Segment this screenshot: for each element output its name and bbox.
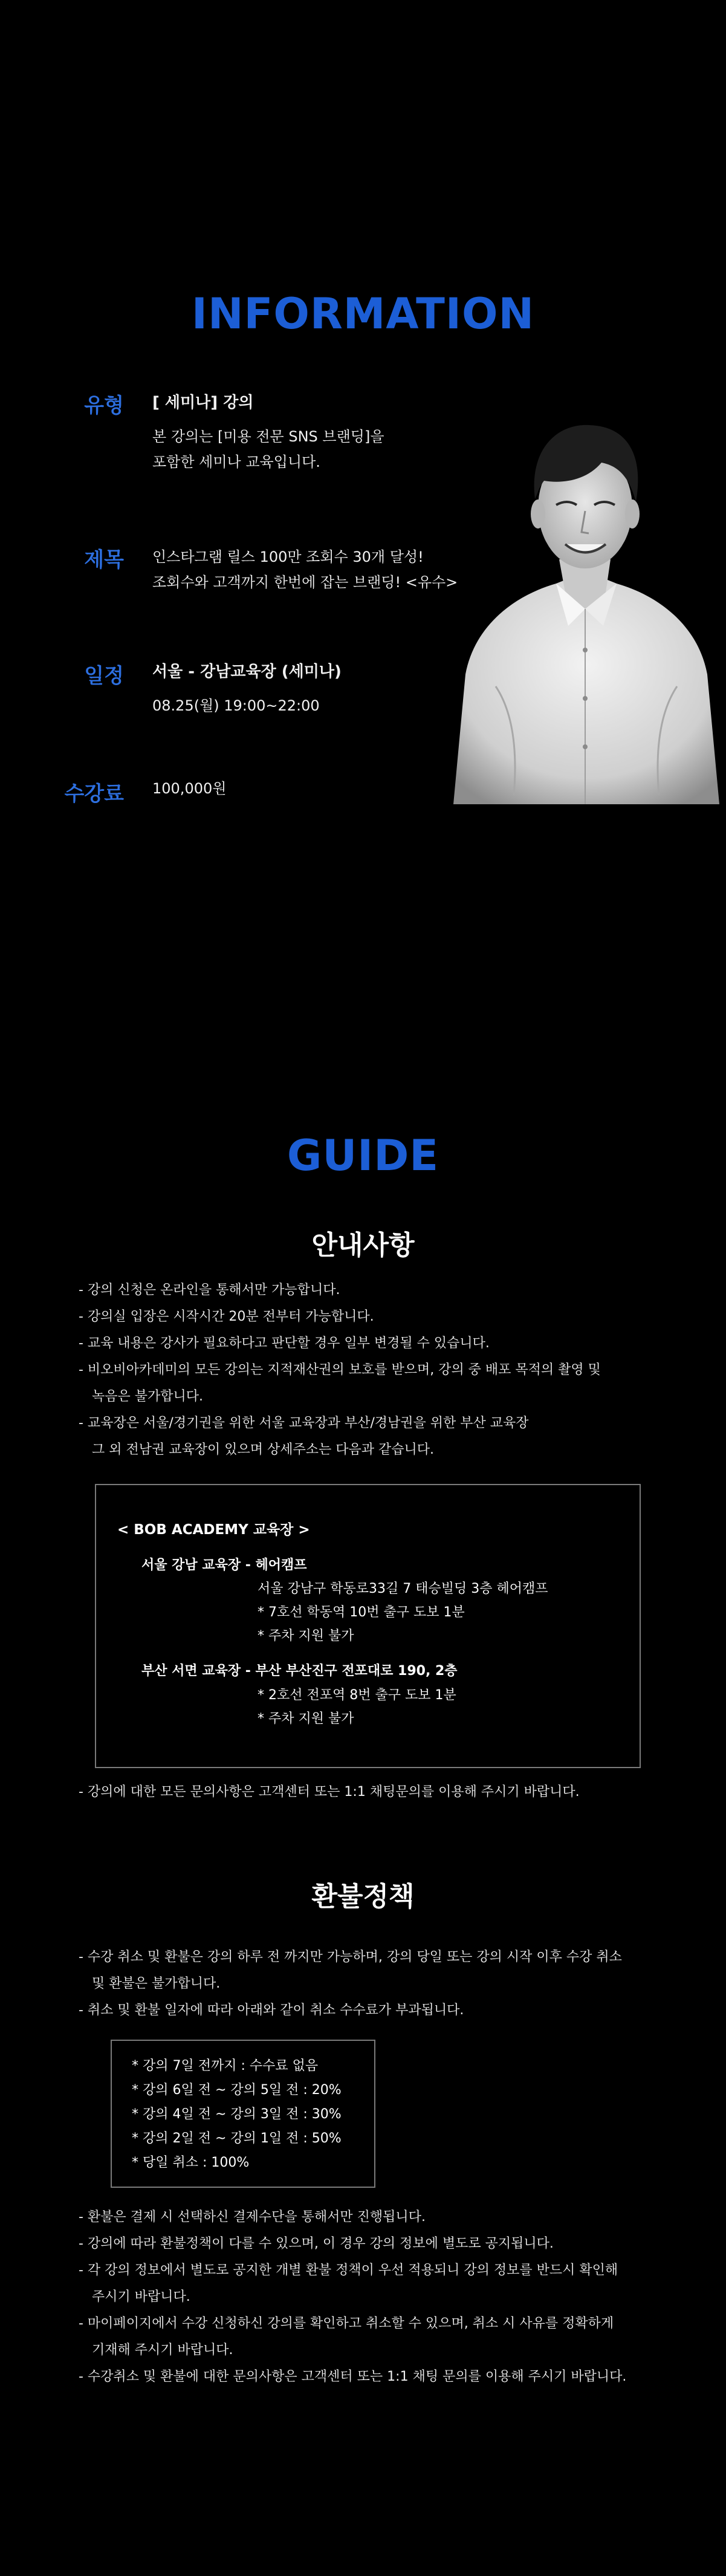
refund-fee-box <box>111 2040 375 2188</box>
schedule-label: 일정 <box>84 664 124 688</box>
type-info <box>152 390 384 475</box>
list-item: - 교육장은 서울/경기권을 위한 서울 교육장과 부산/경남권을 위한 부산 교육장 <box>79 1416 529 1431</box>
information-heading: INFORMATION <box>191 289 535 339</box>
title-line-2: 조회수와 고객까지 한번에 잡는 브랜딩! <유수> <box>152 574 458 591</box>
list-item: 녹음은 불가합니다. <box>92 1389 204 1404</box>
title-label: 제목 <box>84 548 124 572</box>
fee-value: 100,000원 <box>152 780 227 797</box>
list-item: * 당일 취소 : 100% <box>132 2155 250 2170</box>
academy-box-title: < BOB ACADEMY 교육장 > <box>117 1522 310 1538</box>
refund-fee-list <box>132 2054 342 2175</box>
list-item: * 주차 지원 불가 <box>258 1628 354 1644</box>
seoul-academy-name: 서울 강남 교육장 - 헤어캠프 <box>141 1558 307 1573</box>
refund-top-list <box>79 1944 659 2024</box>
list-item: - 마이페이지에서 수강 신청하신 강의를 확인하고 취소할 수 있으며, 취소 시 사유를 정확하게 <box>79 2316 614 2331</box>
fee-label: 수강료 <box>64 782 124 806</box>
list-item: * 강의 2일 전 ~ 강의 1일 전 : 50% <box>132 2131 342 2146</box>
list-item: * 7호선 학동역 10번 출구 도보 1분 <box>258 1605 465 1620</box>
schedule-info <box>152 659 342 718</box>
list-item: * 강의 7일 전까지 : 수수료 없음 <box>132 2058 319 2073</box>
title-line-1: 인스타그램 릴스 100만 조회수 30개 달성! <box>152 548 424 565</box>
instructor-photo <box>447 384 722 804</box>
list-item: 기재해 주시기 바랍니다. <box>92 2343 233 2358</box>
list-item: * 2호선 전포역 8번 출구 도보 1분 <box>258 1688 456 1703</box>
notice-title: 안내사항 <box>311 1230 415 1261</box>
list-item: * 강의 4일 전 ~ 강의 3일 전 : 30% <box>132 2107 342 2122</box>
list-item: - 환불은 결제 시 선택하신 결제수단을 통해서만 진행됩니다. <box>79 2210 426 2225</box>
schedule-time: 08.25(월) 19:00~22:00 <box>152 697 320 714</box>
list-item: - 수강 취소 및 환불은 강의 하루 전 까지만 가능하며, 강의 당일 또는 강의 시작 이후 수강 취소 <box>79 1950 622 1965</box>
refund-title: 환불정책 <box>311 1881 415 1912</box>
list-item: - 수강취소 및 환불에 대한 문의사항은 고객센터 또는 1:1 채팅 문의를 이용해 주시기 바랍니다. <box>79 2369 627 2384</box>
schedule-place: 서울 - 강남교육장 (세미나) <box>152 663 342 681</box>
guide-heading: GUIDE <box>287 1131 439 1180</box>
type-desc-1: 본 강의는 [미용 전문 SNS 브랜딩]을 <box>152 428 384 445</box>
list-item: - 강의에 따라 환불정책이 다를 수 있으며, 이 경우 강의 정보에 별도로 공지됩니다. <box>79 2236 554 2251</box>
type-title: [ 세미나] 강의 <box>152 394 254 412</box>
list-item: - 교육 내용은 강사가 필요하다고 판단할 경우 일부 변경될 수 있습니다. <box>79 1336 490 1351</box>
list-item: - 취소 및 환불 일자에 따라 아래와 같이 취소 수수료가 부과됩니다. <box>79 2003 464 2018</box>
list-item: 그 외 전남권 교육장이 있으며 상세주소는 다음과 같습니다. <box>92 1442 434 1457</box>
busan-academy-name: 부산 서면 교육장 - 부산 부산진구 전포대로 190, 2층 <box>141 1664 458 1679</box>
list-item: 주시기 바랍니다. <box>92 2289 190 2304</box>
list-item: - 강의 신청은 온라인을 통해서만 가능합니다. <box>79 1283 340 1298</box>
list-item: * 강의 6일 전 ~ 강의 5일 전 : 20% <box>132 2083 342 2098</box>
academy-box <box>95 1484 641 1768</box>
list-item: 서울 강남구 학동로33길 7 태승빌딩 3층 헤어캠프 <box>258 1581 548 1596</box>
list-item: - 강의실 입장은 시작시간 20분 전부터 가능합니다. <box>79 1309 374 1324</box>
seoul-academy-details <box>258 1577 548 1648</box>
type-desc-2: 포함한 세미나 교육입니다. <box>152 454 320 470</box>
busan-academy-details <box>258 1683 456 1731</box>
refund-bottom-list <box>79 2204 659 2390</box>
list-item: - 각 강의 정보에서 별도로 공지한 개별 환불 정책이 우선 적용되니 강의 정보를 반드시 확인해 <box>79 2263 618 2278</box>
list-item: * 주차 지원 불가 <box>258 1711 354 1726</box>
type-label: 유형 <box>84 394 124 418</box>
notice-list <box>79 1277 659 1463</box>
list-item: - 비오비아카데미의 모든 강의는 지적재산권의 보호를 받으며, 강의 중 배포 목적의 촬영 및 <box>79 1362 601 1377</box>
list-item: 및 환불은 불가합니다. <box>92 1976 221 1991</box>
inquiry-note: - 강의에 대한 모든 문의사항은 고객센터 또는 1:1 채팅문의를 이용해 주시기 바랍니다. <box>79 1784 580 1800</box>
title-info <box>152 544 458 595</box>
